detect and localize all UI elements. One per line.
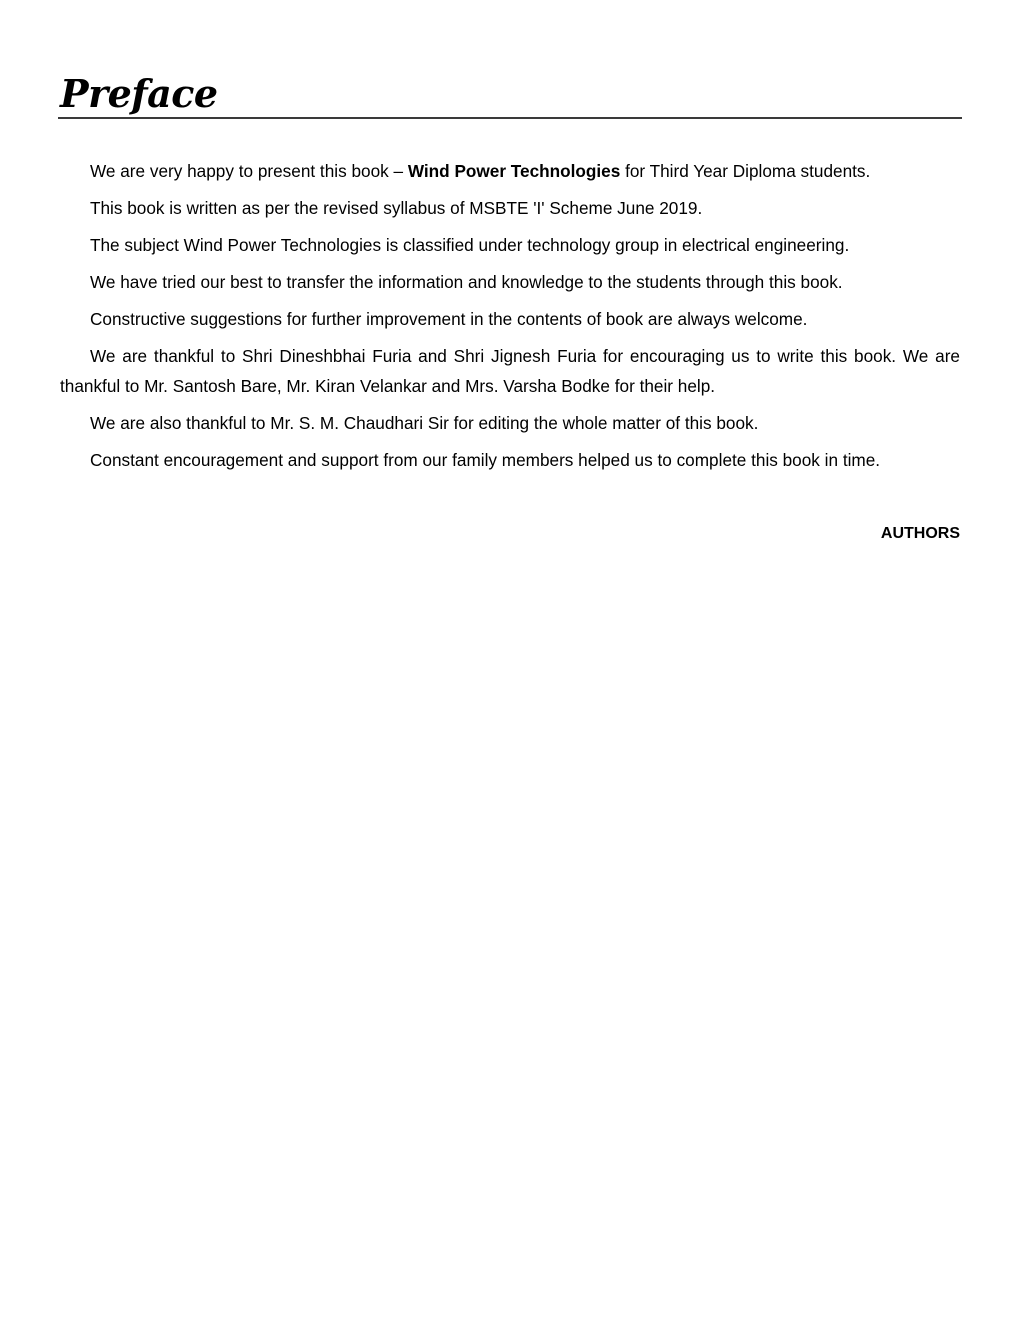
paragraph-effort: We have tried our best to transfer the information and knowledge to the students through this book. [90, 272, 843, 292]
paragraph-editor-thanks: We are also thankful to Mr. S. M. Chaudhari Sir for editing the whole matter of this book. [90, 412, 759, 433]
paragraph-intro [60, 157, 960, 187]
paragraph-family: Constant encouragement and support from our family members helped us to complete this book in time. [90, 449, 881, 470]
paragraph-thanks: We are thankful to Shri Dineshbhai Furia and Shri Jignesh Furia for encouraging us to write this book. We are thankful to Mr. Santosh Bare, Mr. Kiran Velankar and Mrs. Varsha Bodke for their help. [60, 346, 960, 396]
authors-signature: AUTHORS [880, 525, 960, 542]
title-divider [58, 117, 962, 119]
page-title: Preface [60, 71, 218, 116]
preface-body [60, 157, 960, 483]
book-title: Wind Power Technologies [407, 161, 621, 181]
intro-text-start: We are very happy to present this book – [90, 161, 408, 181]
paragraph-syllabus: This book is written as per the revised syllabus of MSBTE 'I' Scheme June 2019. [90, 198, 703, 218]
paragraph-subject: The subject Wind Power Technologies is classified under technology group in electrical engineering. [90, 235, 850, 255]
intro-text-end: for Third Year Diploma students. [620, 161, 871, 181]
paragraph-suggestions: Constructive suggestions for further improvement in the contents of book are always welcome. [90, 309, 808, 329]
